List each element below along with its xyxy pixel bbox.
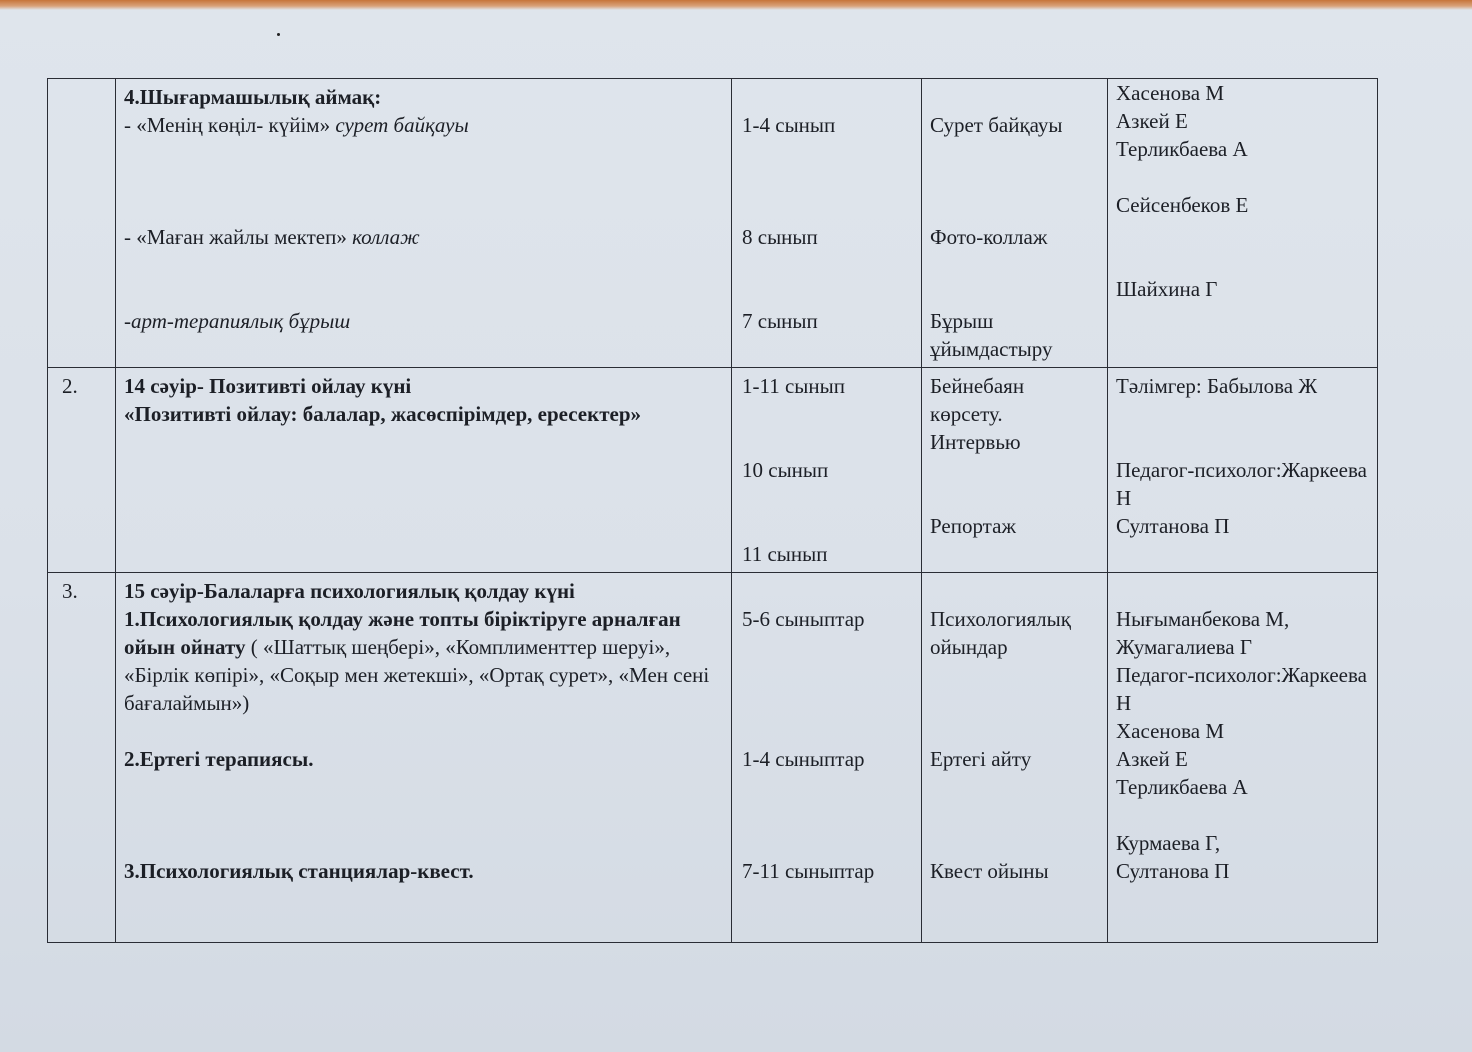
responsible-name: Терликбаева А — [1116, 137, 1248, 161]
form-value: Сурет байқауы — [930, 113, 1063, 137]
class-value: 7 сынып — [742, 309, 818, 333]
event-cell — [116, 573, 732, 943]
responsible-name: Курмаева Г, — [1116, 831, 1221, 855]
class-value: 1-11 сынып — [742, 374, 845, 398]
event-item: 1.Психологиялық қолдау және топты біріктіруге арналған ойын ойнату ( «Шаттық шеңбері», «Комплименттер шеруі», «Бірлік көпірі», «Соқыр мен жетекші», «Ортақ сурет», «Мен сені бағалаймын») — [124, 607, 710, 715]
form-cell — [922, 368, 1108, 573]
paper-edge — [0, 0, 1472, 10]
responsible-name: Нығыманбекова М, — [1116, 607, 1290, 631]
class-value: 7-11 сыныптар — [742, 859, 875, 883]
responsible-name: Азкей Е — [1116, 109, 1188, 133]
row-number: 2. — [48, 368, 116, 573]
row-number: 3. — [48, 573, 116, 943]
responsible-name: Терликбаева А — [1116, 775, 1248, 799]
event-title: 4.Шығармашылық аймақ: — [124, 85, 382, 109]
responsible-name: Педагог-психолог:Жаркеева Н — [1116, 458, 1367, 510]
class-cell — [732, 79, 922, 368]
class-value: 11 сынып — [742, 542, 828, 566]
event-plan-table — [47, 78, 1378, 943]
responsible-name: Хасенова М — [1116, 719, 1225, 743]
form-value: Квест ойыны — [930, 859, 1049, 883]
responsible-name: Султанова П — [1116, 859, 1230, 883]
responsible-name: Педагог-психолог:Жаркеева Н — [1116, 663, 1367, 715]
form-value: Бұрыш ұйымдастыру — [930, 309, 1053, 361]
row-number — [48, 79, 116, 368]
responsible-name: Хасенова М — [1116, 81, 1225, 105]
table-row — [48, 573, 1378, 943]
responsible-cell — [1108, 368, 1378, 573]
form-cell — [922, 79, 1108, 368]
responsible-name: Шайхина Г — [1116, 277, 1218, 301]
event-item: 2.Ертегі терапиясы. — [124, 747, 314, 771]
class-value: 8 сынып — [742, 225, 818, 249]
class-value: 1-4 сыныптар — [742, 747, 865, 771]
event-subtitle: «Позитивті ойлау: балалар, жасөспірімдер, ересектер» — [124, 402, 642, 426]
form-value: Фото-коллаж — [930, 225, 1048, 249]
form-value: Интервью — [930, 430, 1021, 454]
event-cell — [116, 368, 732, 573]
form-value: Ертегі айту — [930, 747, 1032, 771]
event-title: 15 сәуір-Балаларға психологиялық қолдау күні — [124, 579, 575, 603]
class-cell — [732, 573, 922, 943]
table-row — [48, 79, 1378, 368]
ink-dot — [277, 33, 280, 36]
responsible-cell — [1108, 573, 1378, 943]
event-item: - «Менің көңіл- күйім» сурет байқауы — [124, 113, 469, 137]
form-value: Репортаж — [930, 514, 1016, 538]
responsible-name: Жумагалиева Г — [1116, 635, 1252, 659]
form-value: Бейнебаян көрсету. — [930, 374, 1025, 426]
responsible-cell — [1108, 79, 1378, 368]
class-value: 1-4 сынып — [742, 113, 836, 137]
responsible-name: Тәлімгер: Бабылова Ж — [1116, 374, 1318, 398]
form-cell — [922, 573, 1108, 943]
event-title: 14 сәуір- Позитивті ойлау күні — [124, 374, 412, 398]
event-cell — [116, 79, 732, 368]
class-value: 10 сынып — [742, 458, 829, 482]
class-cell — [732, 368, 922, 573]
form-value: Психологиялық ойындар — [930, 607, 1071, 659]
event-item: -арт-терапиялық бұрыш — [124, 309, 351, 333]
class-value: 5-6 сыныптар — [742, 607, 865, 631]
event-item: 3.Психологиялық станциялар-квест. — [124, 859, 474, 883]
responsible-name: Сейсенбеков Е — [1116, 193, 1249, 217]
table-row — [48, 368, 1378, 573]
responsible-name: Султанова П — [1116, 514, 1230, 538]
event-item: - «Маған жайлы мектеп» коллаж — [124, 225, 420, 249]
responsible-name: Азкей Е — [1116, 747, 1188, 771]
